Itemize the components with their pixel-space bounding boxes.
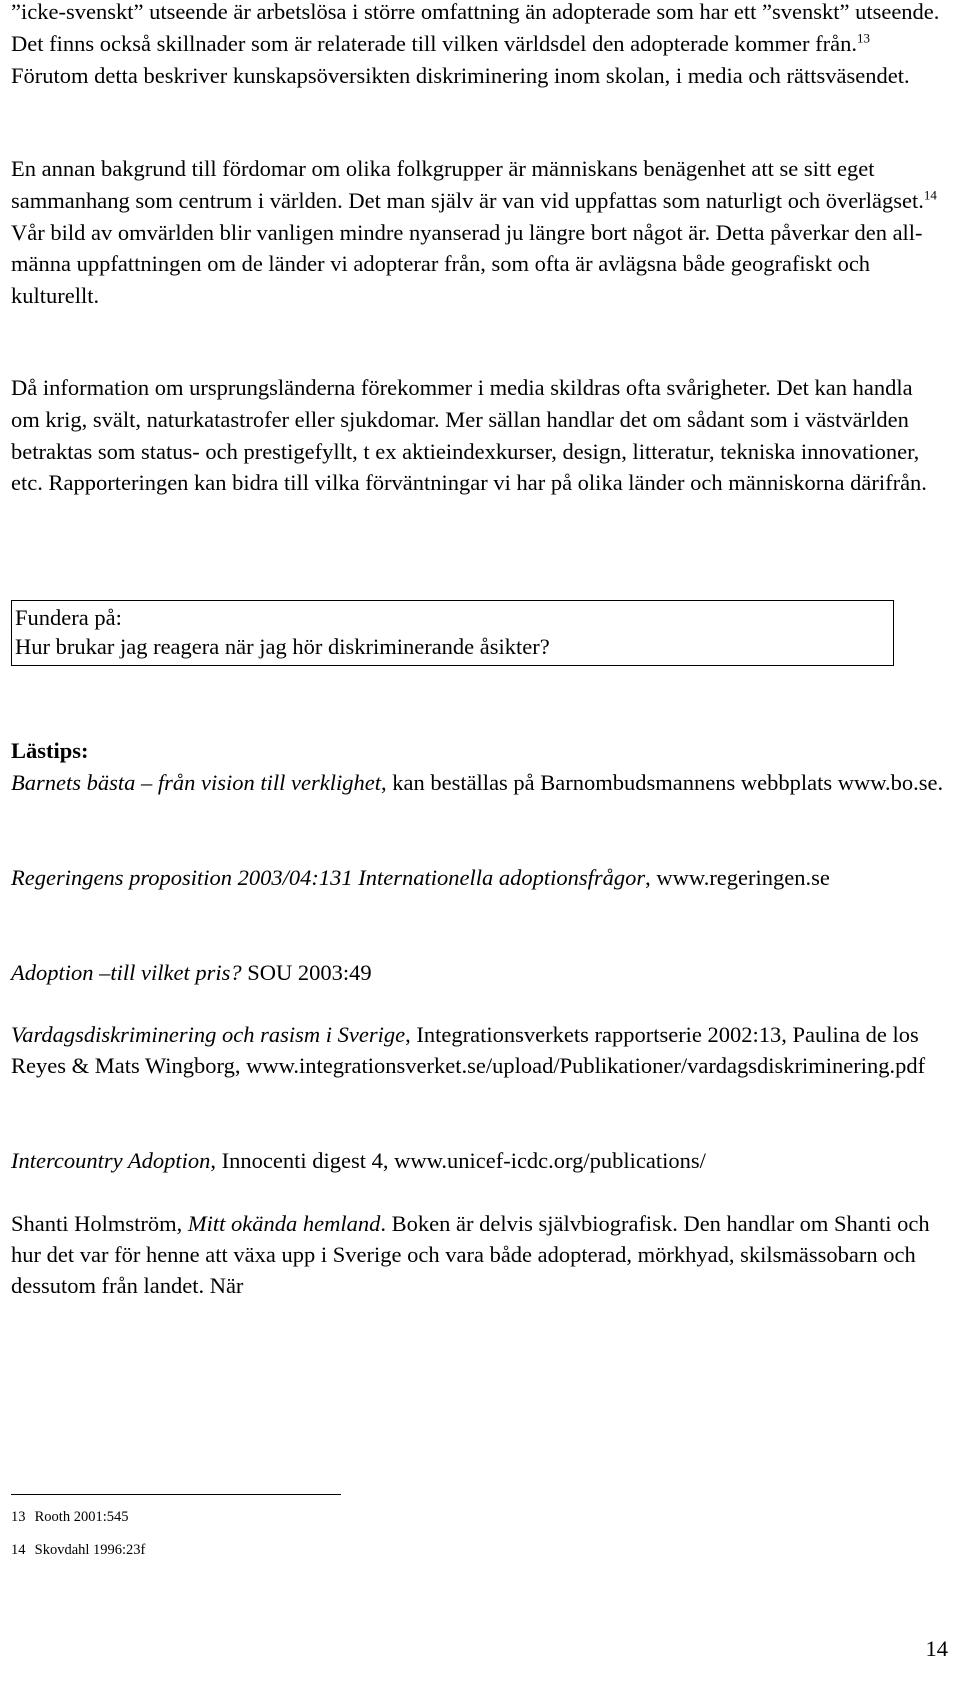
reading-tip-item bbox=[11, 957, 946, 988]
footnote-number: 13 bbox=[11, 1509, 26, 1525]
footnote-text: Skovdahl 1996:23f bbox=[34, 1542, 146, 1558]
footnote-ref-13[interactable]: 13 bbox=[856, 30, 870, 46]
reading-tip-author: Shanti Holmström, bbox=[11, 1211, 188, 1236]
reading-tip-details: SOU 2003:49 bbox=[241, 960, 372, 985]
reading-tip-details: . Boken är delvis självbiografisk. Den handlar om Shanti och hur det var för henne att växa upp i Sverige och vara både adopterad, mörkhyad, skilsmässobarn och dessutom från landet. När bbox=[11, 1211, 930, 1298]
footnote-13 bbox=[11, 1508, 128, 1526]
reflection-question: Hur brukar jag reagera när jag hör diskriminerande åsikter? bbox=[15, 634, 550, 659]
reflection-box bbox=[11, 600, 894, 666]
paragraph-text: Vår bild av omvärlden blir vanligen mindre nyanserad ju längre bort något är. Detta påverkar den all-männa uppfattningen om de länder vi adopterar från, som ofta är avlägsna både geografiskt och kulturellt. bbox=[11, 219, 923, 309]
reading-tip-details: , Integrationsverkets rapportserie 2002:13, Paulina de los Reyes & Mats Wingborg, www.integrationsverket.se/upload/Publikationer/vardagsdiskriminering.pdf bbox=[11, 1022, 926, 1078]
paragraph-text: Förutom detta beskriver kunskapsöversikten diskriminering inom skolan, i media och rättsväsendet. bbox=[11, 62, 910, 88]
paragraph-adoptees-employment bbox=[11, 0, 946, 91]
paragraph-text: Då information om ursprungsländerna förekommer i media skildras ofta svårigheter. Det kan handla om krig, svält, naturkatastrofer eller sjukdomar. Mer sällan handlar det om sådant som i västvärlden betraktas som status- och prestigefyllt, t ex aktieindexkurser, design, litteratur, tekniska innovationer, etc. Rapporteringen kan bidra till vilka förväntningar vi har på olika länder och människorna därifrån. bbox=[11, 375, 927, 496]
reading-tip-title: Vardagsdiskriminering och rasism i Sverige bbox=[11, 1022, 406, 1047]
reading-tip-details: , Innocenti digest 4, www.unicef-icdc.org/publications/ bbox=[210, 1148, 706, 1173]
footnote-text: Rooth 2001:545 bbox=[34, 1509, 129, 1525]
reading-tip-title: Adoption –till vilket pris? bbox=[11, 960, 242, 985]
reading-tip-title: Intercountry Adoption bbox=[11, 1148, 211, 1173]
reading-tip-item bbox=[11, 862, 946, 893]
reading-tip-title: Barnets bästa – från vision till verklighet bbox=[11, 770, 381, 795]
reading-tip-item bbox=[11, 1019, 946, 1081]
footnote-14 bbox=[11, 1541, 145, 1559]
footnote-ref-14[interactable]: 14 bbox=[923, 187, 937, 203]
reading-tip-details: , kan beställas på Barnombudsmannens webbplats www.bo.se. bbox=[380, 770, 944, 795]
footnote-number: 14 bbox=[11, 1542, 26, 1558]
page-number: 14 bbox=[925, 1636, 948, 1661]
reading-tips-heading: Lästips: bbox=[11, 738, 89, 763]
footnote-divider bbox=[11, 1494, 341, 1495]
paragraph-prejudice-background bbox=[11, 153, 946, 312]
reading-tip-title: Regeringens proposition 2003/04:131 Internationella adoptionsfrågor bbox=[11, 865, 646, 890]
paragraph-media-coverage bbox=[11, 372, 946, 499]
reading-tip-details: , www.regeringen.se bbox=[645, 865, 830, 890]
paragraph-text: En annan bakgrund till fördomar om olika folkgrupper är människans benägenhet att se sitt eget sammanhang som centrum i världen. Det man själv är van vid uppfattas som naturligt och överlägset. bbox=[11, 156, 924, 213]
paragraph-text: ”icke-svenskt” utseende är arbetslösa i större omfattning än adopterade som har ett ”svenskt” utseende. Det finns också skillnader som är relaterade till vilken världsdel den adopterade kommer från. bbox=[11, 0, 940, 56]
reading-tip-item bbox=[11, 767, 946, 798]
reflection-title: Fundera på: bbox=[15, 605, 122, 630]
reading-tip-item bbox=[11, 1208, 946, 1301]
reading-tip-title: Mitt okända hemland bbox=[187, 1211, 381, 1236]
reading-tip-item bbox=[11, 1145, 946, 1176]
